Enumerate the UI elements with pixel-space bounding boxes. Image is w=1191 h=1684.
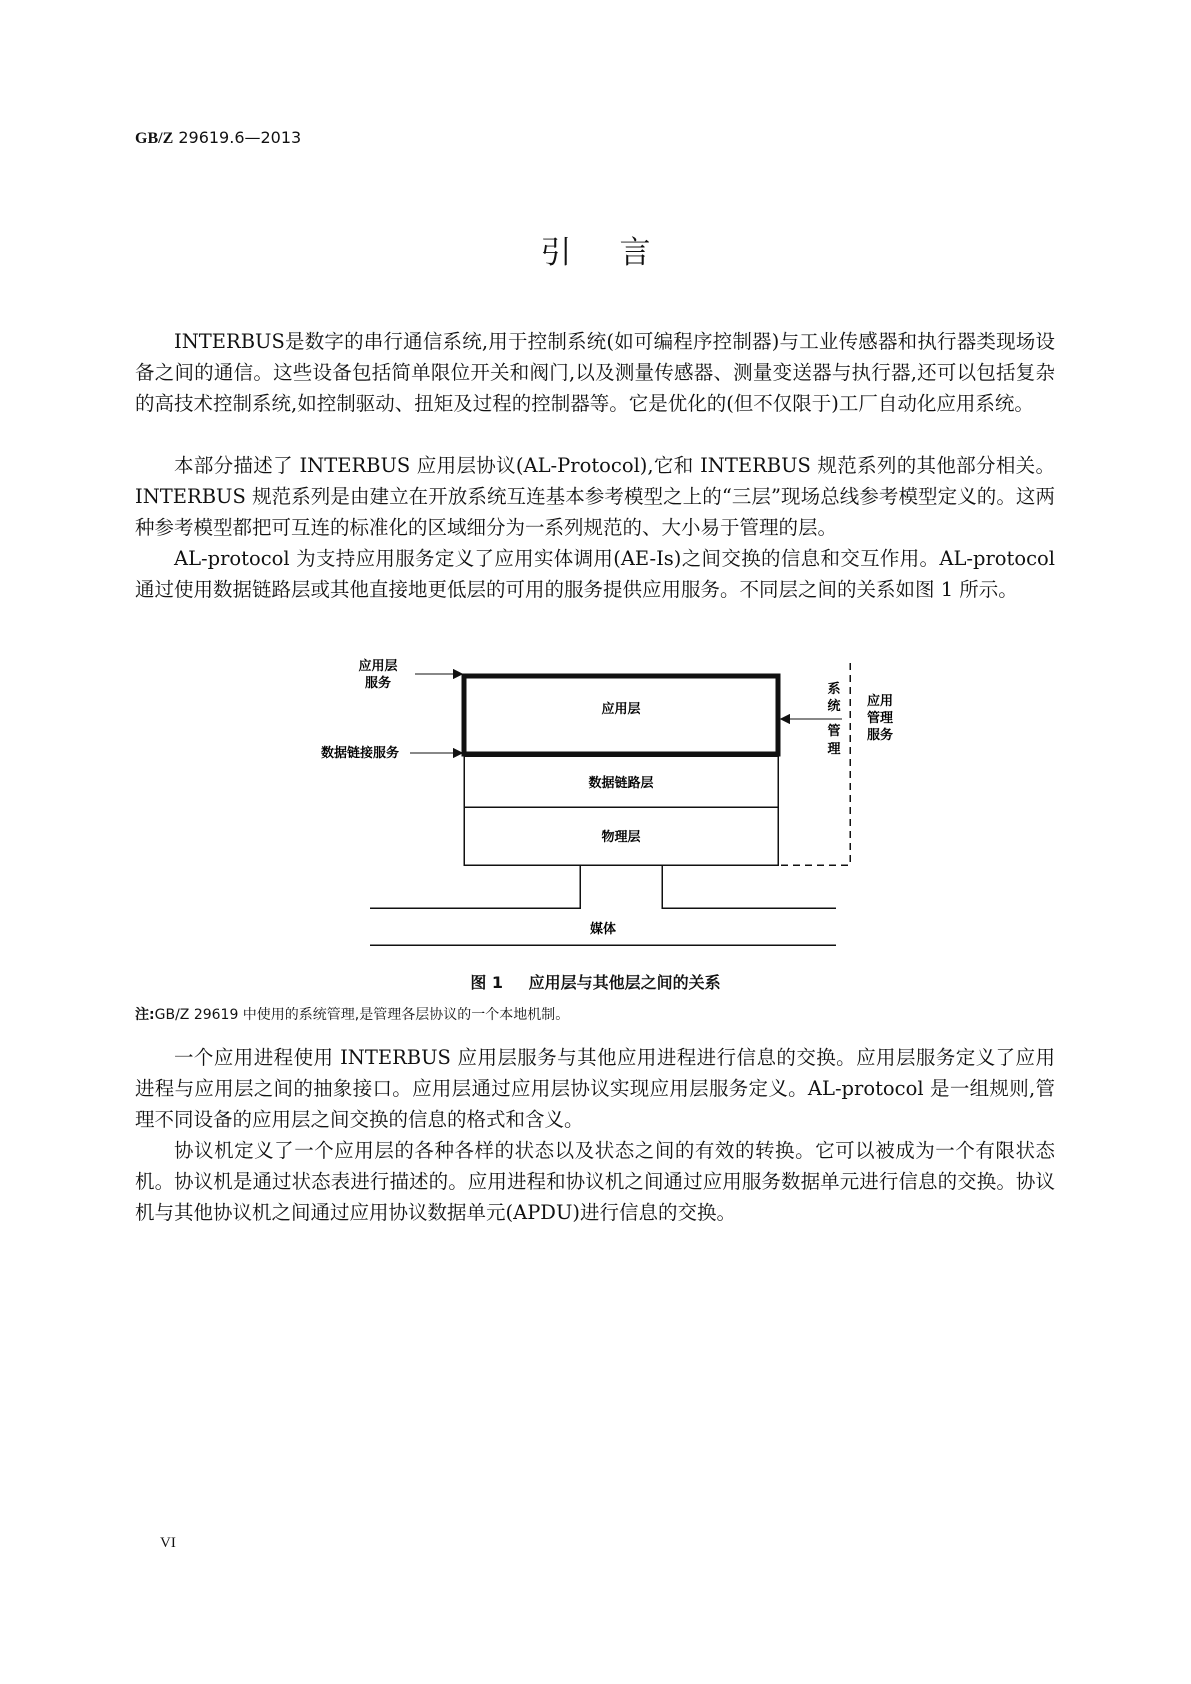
layer-diagram	[0, 615, 1191, 955]
sys-mgmt-char-4: 理	[827, 742, 841, 757]
page-number: VI	[160, 1535, 176, 1551]
note-text: GB/Z 29619 中使用的系统管理,是管理各层协议的一个本地机制。	[154, 1007, 570, 1023]
paragraph-3: AL-protocol 为支持应用服务定义了应用实体调用(AE-Is)之间交换的信息和交互作用。AL-protocol 通过使用数据链路层或其他直接地更低层的可用的服务提供应用服务。不同层之间的关系如图 1 所示。	[135, 547, 1055, 601]
datalink-layer-label: 数据链路层	[588, 776, 654, 791]
app-service-label-1: 应用层	[358, 659, 398, 674]
figure-title: 应用层与其他层之间的关系	[528, 973, 721, 992]
medium-label: 媒体	[589, 922, 617, 937]
medium-connector-right	[662, 865, 836, 908]
figure-number: 图 1	[470, 973, 504, 992]
app-layer-label: 应用层	[601, 702, 641, 717]
sys-mgmt-char-3: 管	[827, 724, 841, 739]
app-service-label-2: 服务	[364, 676, 392, 691]
note-label: 注:	[135, 1007, 155, 1023]
paragraph-4: 一个应用进程使用 INTERBUS 应用层服务与其他应用进程进行信息的交换。应用层服务定义了应用进程与应用层之间的抽象接口。应用层通过应用层协议实现应用层服务定义。AL-protocol 是一组规则,管理不同设备的应用层之间交换的信息的格式和含义。	[135, 1046, 1055, 1131]
paragraph-2: 本部分描述了 INTERBUS 应用层协议(AL-Protocol),它和 INTERBUS 规范系列的其他部分相关。INTERBUS 规范系列是由建立在开放系统互连基本参考模型之上的“三层”现场总线参考模型定义的。这两种参考模型都把可互连的标准化的区域细分为一系列规范的、大小易于管理的层。	[135, 454, 1055, 539]
figure-caption	[0, 970, 1191, 993]
dl-service-label: 数据链接服务	[320, 746, 400, 761]
app-mgmt-service-label-1: 应用	[866, 694, 894, 709]
sys-mgmt-char-2: 统	[827, 699, 841, 714]
medium-connector-left	[370, 865, 580, 908]
figure-note	[135, 1004, 569, 1024]
page-title: 引言	[540, 235, 699, 271]
sys-mgmt-char-1: 系	[827, 682, 841, 697]
standard-header	[135, 128, 301, 148]
paragraph-1: INTERBUS是数字的串行通信系统,用于控制系统(如可编程序控制器)与工业传感器和执行器类现场设备之间的通信。这些设备包括简单限位开关和阀门,以及测量传感器、测量变送器与执行器,还可以包括复杂的高技术控制系统,如控制驱动、扭矩及过程的控制器等。它是优化的(但不仅限于)工厂自动化应用系统。	[135, 330, 1055, 415]
standard-prefix: GB/Z	[135, 130, 174, 147]
app-mgmt-service-label-3: 服务	[866, 728, 894, 743]
app-mgmt-service-label-2: 管理	[866, 711, 894, 726]
paragraph-5: 协议机定义了一个应用层的各种各样的状态以及状态之间的有效的转换。它可以被成为一个有限状态机。协议机是通过状态表进行描述的。应用进程和协议机之间通过应用服务数据单元进行信息的交换。协议机与其他协议机之间通过应用协议数据单元(APDU)进行信息的交换。	[135, 1139, 1055, 1224]
standard-number: 29619.6—2013	[178, 128, 302, 147]
physical-layer-label: 物理层	[601, 830, 641, 845]
